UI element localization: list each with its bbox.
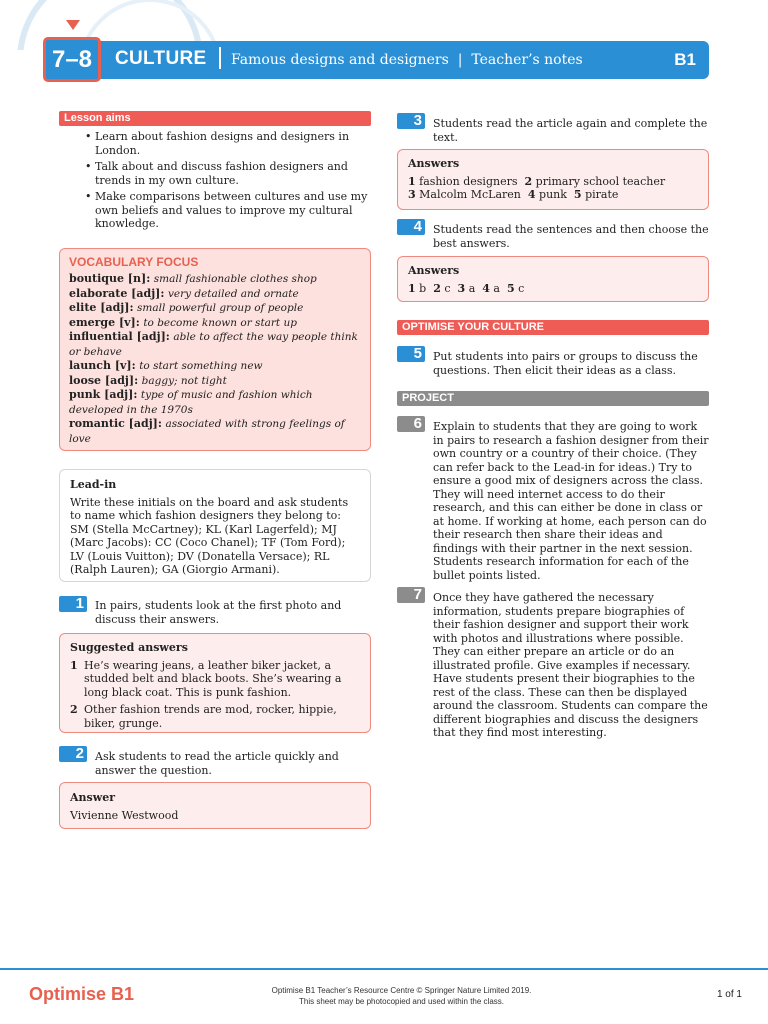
unit-number: 7–8	[43, 37, 101, 82]
level-badge: B1	[674, 50, 696, 69]
step-number-7: 7	[397, 587, 425, 603]
vocab-definition: able to affect the way people think or behave	[69, 331, 358, 358]
footer-copyright	[220, 986, 583, 1007]
header-subtitle	[231, 52, 583, 68]
vocab-definition: small fashionable clothes shop	[153, 273, 317, 285]
step-number-3: 3	[397, 113, 425, 129]
answer-box-2	[59, 782, 371, 829]
step-1-text: In pairs, students look at the first photo and discuss their answers.	[95, 599, 342, 626]
header-divider	[219, 47, 221, 69]
vocab-entry	[69, 301, 361, 316]
unit-marker-icon	[66, 20, 80, 30]
suggested-answers-heading: Suggested answers	[70, 641, 188, 654]
step-6-text: Explain to students that they are going to work in pairs to research a fashion designer from their own country or a country of their choice. (They can refer back to the Lead-in for ideas.) Try to ensure a good mix of designers across the class. They will need internet access to do their research, and this can either be done in class or at home. If working at home, each person can do their research then share their ideas and findings with their partner in the next session. Students research information for each of the bullet points listed.	[433, 420, 709, 582]
step-number-4: 4	[397, 219, 425, 235]
vocab-term: loose [adj]:	[69, 373, 139, 387]
lesson-aim-item: • Make comparisons between cultures and use my own beliefs and values to improve my cultural knowledge.	[81, 190, 371, 231]
step-5-text: Put students into pairs or groups to discuss the questions. Then elicit their ideas as a class.	[433, 350, 698, 377]
lead-in-text: Write these initials on the board and ask students to name which fashion designers they belong to: SM (Stella McCartney); KL (Karl Lagerfeld); MJ (Marc Jacobs): CC (Coco Chanel); TF (Tom Ford); LV (Louis Vuitton); DV (Donatella Versace); RL (Ralph Lauren); GA (Giorgio Armani).	[70, 495, 349, 576]
step-number-1: 1	[59, 596, 87, 612]
vocab-definition: to start something new	[139, 360, 263, 372]
vocab-term: punk [adj]:	[69, 388, 138, 401]
header-divider: |	[453, 52, 467, 68]
section-title: CULTURE	[115, 48, 207, 69]
vocab-entry	[69, 272, 361, 287]
vocab-definition: type of music and fashion which developed in the 1970s	[69, 389, 313, 416]
lesson-aims-heading: Lesson aims	[59, 111, 371, 126]
vocab-entry	[69, 316, 361, 331]
footer-brand: Optimise B1	[29, 984, 135, 1004]
lesson-aim-item: • Learn about fashion designs and designers in London.	[81, 130, 371, 157]
vocab-entry	[69, 287, 361, 302]
vocab-entry	[69, 374, 361, 389]
step-2-text: Ask students to read the article quickly and answer the question.	[95, 750, 339, 777]
answer-heading: Answer	[70, 791, 115, 804]
vocab-entry	[69, 330, 361, 359]
vocab-term: romantic [adj]:	[69, 417, 162, 430]
vocab-term: elite [adj]:	[69, 301, 134, 314]
lesson-aim-item: • Talk about and discuss fashion designers and trends in my own culture.	[81, 160, 371, 187]
copyright-line: This sheet may be photocopied and used within the class.	[298, 996, 504, 1006]
vocab-entry	[69, 417, 361, 446]
answers-row: 1 b 2 c 3 a 4 a 5 c	[408, 281, 525, 295]
answers-row: 3 Malcolm McLaren 4 punk 5 pirate	[408, 188, 619, 201]
suggested-answer-item: 1 He’s wearing jeans, a leather biker jacket, a studded belt and black boots. She’s wearing a long black coat. This is punk fashion.	[70, 658, 342, 699]
vocab-term: elaborate [adj]:	[69, 286, 165, 300]
step-7-text: Once they have gathered the necessary information, students prepare biographies of their fashion designer and support their work with photos and illustrations where possible. They can either prepare an article or do an illustrated profile. Give examples if necessary. Have students present their biographies to the rest of the class. These can then be displayed around the classroom. Students can compare the different biographies and discuss the designers that they find most interesting.	[433, 591, 708, 739]
notes-label: Teacher’s notes	[471, 52, 583, 68]
suggested-answers-box	[59, 633, 371, 733]
vocabulary-box	[59, 248, 371, 451]
vocab-definition: baggy; not tight	[141, 374, 227, 387]
vocab-term: boutique [n]:	[69, 272, 151, 285]
vocabulary-heading: VOCABULARY FOCUS	[69, 255, 199, 269]
vocab-definition: associated with strong feelings of love	[69, 418, 345, 445]
vocab-term: emerge [v]:	[69, 315, 140, 329]
lead-in-heading: Lead-in	[70, 478, 117, 491]
vocab-term: launch [v]:	[69, 359, 136, 372]
lead-in-box	[59, 469, 371, 582]
answers-heading: Answers	[408, 264, 460, 277]
vocab-definition: very detailed and ornate	[167, 287, 299, 300]
answers-box-4	[397, 256, 709, 302]
optimise-culture-heading: OPTIMISE YOUR CULTURE	[397, 320, 709, 335]
vocab-definition: to become known or start up	[143, 316, 297, 329]
copyright-line: Optimise B1 Teacher’s Resource Centre © Springer Nature Limited 2019.	[271, 986, 532, 995]
answers-row: 1 fashion designers 2 primary school teacher	[408, 174, 666, 188]
step-4-text: Students read the sentences and then choose the best answers.	[433, 223, 709, 250]
step-number-5: 5	[397, 346, 425, 362]
step-number-6: 6	[397, 416, 425, 432]
vocab-entry	[69, 388, 361, 417]
vocab-term: influential [adj]:	[69, 330, 170, 343]
answers-box-3	[397, 149, 709, 210]
page-number: 1 of 1	[716, 989, 742, 1000]
vocab-entry	[69, 359, 361, 374]
answer-text: Vivienne Westwood	[70, 808, 179, 822]
lesson-aims-list	[81, 130, 371, 234]
step-number-2: 2	[59, 746, 87, 762]
step-3-text: Students read the article again and complete the text.	[433, 117, 708, 144]
suggested-answer-item: 2 Other fashion trends are mod, rocker, hippie, biker, grunge.	[70, 703, 337, 730]
project-heading: PROJECT	[397, 391, 709, 406]
vocab-definition: small powerful group of people	[137, 302, 304, 314]
topic-title: Famous designs and designers	[231, 52, 449, 68]
answers-heading: Answers	[408, 157, 460, 170]
footer-divider	[0, 968, 768, 970]
